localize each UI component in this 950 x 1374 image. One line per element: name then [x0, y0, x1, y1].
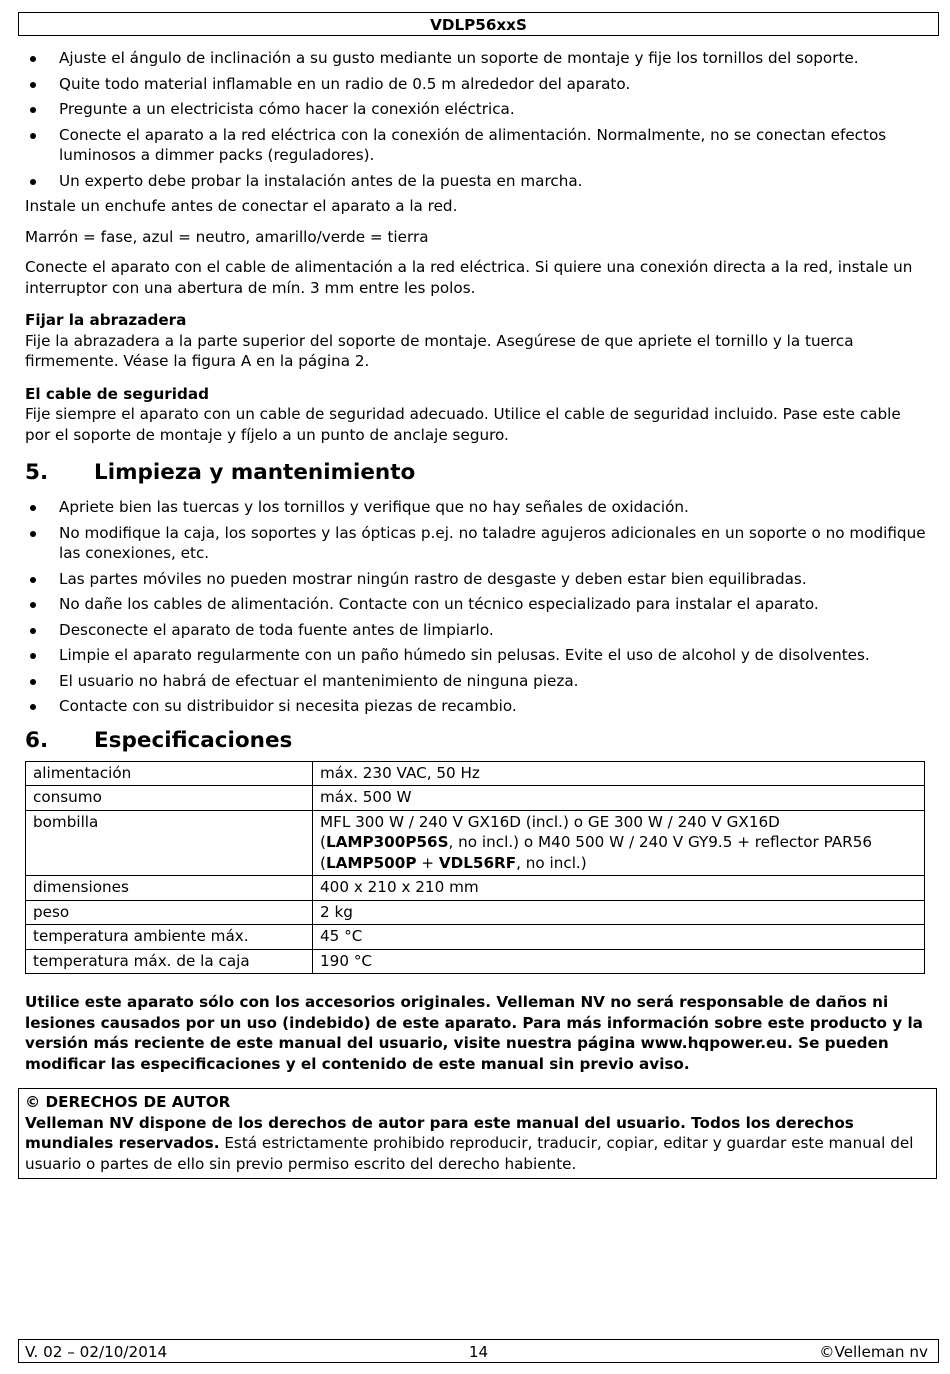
list-item: Pregunte a un electricista cómo hacer la conexión eléctrica.: [25, 99, 927, 120]
copyright-box: [18, 1088, 937, 1179]
bulb-code-1: LAMP300P56S: [325, 833, 449, 851]
list-item: No dañe los cables de alimentación. Contacte con un técnico especializado para instalar el aparato.: [25, 594, 927, 615]
spec-key: peso: [26, 900, 313, 925]
spec-key: dimensiones: [26, 876, 313, 901]
page-number: 14: [468, 1343, 489, 1361]
version-date: V. 02 – 02/10/2014: [25, 1343, 168, 1361]
clamp-title: Fijar la abrazadera: [25, 311, 187, 329]
list-item: El usuario no habrá de efectuar el mantenimiento de ninguna pieza.: [25, 671, 927, 692]
section-title: Especificaciones: [94, 727, 293, 753]
table-row: [26, 900, 925, 925]
model-name: VDLP56xxS: [430, 16, 527, 34]
clamp-block: [25, 310, 927, 372]
copyright-bold-text: Velleman NV dispone de los derechos de autor para este manual del usuario. Todos los derechos mundiales reservados.: [25, 1113, 854, 1152]
list-item: Limpie el aparato regularmente con un paño húmedo sin pelusas. Evite el uso de alcohol y de disolventes.: [25, 645, 927, 666]
plug-paragraph: Instale un enchufe antes de conectar el aparato a la red.: [25, 197, 458, 215]
connect-paragraph: Conecte el aparato con el cable de alimentación a la red eléctrica. Si quiere una conexión directa a la red, instale un interruptor con una abertura de mín. 3 mm entre les polos.: [25, 258, 913, 297]
list-item: Apriete bien las tuercas y los tornillos y verifique que no hay señales de oxidación.: [25, 497, 927, 518]
spec-key: temperatura ambiente máx.: [26, 925, 313, 950]
safety-cable-text: Fije siempre el aparato con un cable de seguridad adecuado. Utilice el cable de seguridad incluido. Pase este cable por el soporte de montaje y fíjelo a un punto de anclaje seguro.: [25, 405, 901, 444]
list-item: Ajuste el ángulo de inclinación a su gusto mediante un soporte de montaje y fije los tornillos del soporte.: [25, 48, 927, 69]
document-body: [25, 48, 927, 1179]
spec-key: temperatura máx. de la caja: [26, 949, 313, 974]
bulb-code-2: LAMP500P: [325, 853, 417, 872]
final-notice: Utilice este aparato sólo con los accesorios originales. Velleman NV no será responsable de daños ni lesiones causados por un uso (indebido) de este aparato. Para más información sobre este producto y la versión más reciente de este manual del usuario, visite nuestra página www.hqpower.eu. Se pueden modificar las especificaciones y el contenido de este manual sin previo aviso.: [25, 993, 923, 1073]
table-row: [26, 761, 925, 786]
spec-value: máx. 500 W: [313, 786, 925, 811]
maintenance-bullet-list: [25, 497, 927, 717]
table-row: [26, 786, 925, 811]
table-row: [26, 949, 925, 974]
bulb-text-1: MFL 300 W / 240 V GX16D (incl.) o GE 300 W / 240 V GX16D (: [320, 812, 780, 851]
list-item: No modifique la caja, los soportes y las ópticas p.ej. no taladre agujeros adicionales en un soporte o no modifique las conexiones, etc.: [25, 523, 927, 564]
bulb-text-2: , no incl.) o M40 500 W / 240 V GY9.5 + reflector PAR56 (: [320, 833, 873, 872]
spec-value: 2 kg: [313, 900, 925, 925]
table-row: [26, 810, 925, 876]
list-item: Desconecte el aparato de toda fuente antes de limpiarlo.: [25, 620, 927, 641]
footer-brand: ©Velleman nv: [819, 1343, 928, 1361]
list-item: Conecte el aparato a la red eléctrica con la conexión de alimentación. Normalmente, no se conectan efectos luminosos a dimmer packs (reguladores).: [25, 125, 927, 166]
safety-cable-title: El cable de seguridad: [25, 384, 209, 403]
safety-cable-block: [25, 384, 927, 446]
section-number: 5.: [25, 460, 49, 485]
list-item: Un experto debe probar la instalación antes de la puesta en marcha.: [25, 171, 927, 192]
section-6-heading: [25, 727, 927, 755]
install-bullet-list: [25, 48, 927, 191]
spec-key: consumo: [26, 786, 313, 811]
spec-value: 45 °C: [313, 925, 925, 950]
spec-value: 400 x 210 x 210 mm: [313, 876, 925, 901]
wires-paragraph: Marrón = fase, azul = neutro, amarillo/verde = tierra: [25, 227, 429, 246]
table-row: [26, 876, 925, 901]
section-title: Limpieza y mantenimiento: [94, 460, 416, 485]
page-header: [18, 12, 939, 36]
page-footer: [18, 1339, 939, 1363]
spec-value: máx. 230 VAC, 50 Hz: [313, 761, 925, 786]
section-5-heading: [25, 459, 927, 487]
list-item: Quite todo material inflamable en un radio de 0.5 m alrededor del aparato.: [25, 74, 927, 95]
bulb-text-4: , no incl.): [516, 853, 587, 872]
list-item: Las partes móviles no pueden mostrar ningún rastro de desgaste y deben estar bien equilibradas.: [25, 569, 927, 590]
section-number: 6.: [25, 727, 49, 753]
spec-value-bulb: [313, 810, 925, 876]
list-item: Contacte con su distribuidor si necesita piezas de recambio.: [25, 696, 927, 717]
table-row: [26, 925, 925, 950]
bulb-code-3: VDL56RF: [438, 853, 517, 872]
specifications-table: [25, 761, 925, 975]
spec-key: bombilla: [26, 810, 313, 876]
spec-value: 190 °C: [313, 949, 925, 974]
bulb-text-3: +: [416, 853, 439, 872]
copyright-text: Está estrictamente prohibido reproducir, traducir, copiar, editar y guardar este manual del usuario o partes de ello sin previo permiso escrito del derecho habiente.: [25, 1134, 914, 1173]
spec-key: alimentación: [26, 761, 313, 786]
copyright-body: [25, 1113, 931, 1175]
copyright-title: © DERECHOS DE AUTOR: [25, 1093, 231, 1111]
clamp-text: Fije la abrazadera a la parte superior del soporte de montaje. Asegúrese de que apriete el tornillo y la tuerca firmemente. Véase la figura A en la página 2.: [25, 331, 854, 370]
